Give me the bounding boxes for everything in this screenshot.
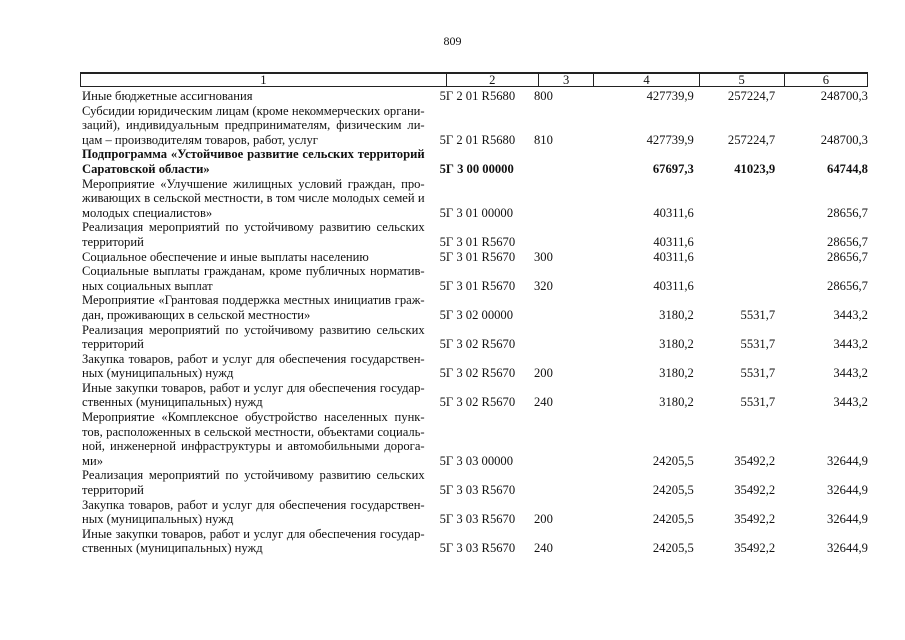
row-value-col4: 24205,5	[652, 512, 694, 527]
row-code: 5Г 3 01 00000	[439, 205, 514, 220]
description-line: ной, инженерной инфраструктуры и автомобильными дорога-	[82, 439, 425, 454]
table-row	[82, 89, 868, 104]
description-line: Закупка товаров, работ и услуг для обеспечения государствен-	[82, 351, 425, 366]
row-code: 5Г 3 02 R5670	[439, 337, 516, 352]
row-description	[82, 104, 425, 148]
table-header	[80, 72, 868, 87]
header-col-2: 2	[446, 74, 538, 86]
header-col-5: 5	[699, 74, 784, 86]
row-code: 5Г 3 03 R5670	[439, 512, 516, 527]
description-line: заций), индивидуальным предпринимателям, физическим ли-	[82, 118, 425, 133]
table-row	[82, 410, 868, 468]
row-value-col5: 5531,7	[740, 395, 776, 410]
table-row	[82, 250, 868, 265]
description-line: Закупка товаров, работ и услуг для обеспечения государствен-	[82, 497, 425, 512]
row-value-col5: 35492,2	[734, 453, 776, 468]
row-value-col6: 3443,2	[833, 395, 868, 410]
table-row	[82, 264, 868, 293]
row-expense-type: 810	[533, 132, 553, 147]
row-value-col4: 67697,3	[652, 161, 694, 176]
row-description	[82, 352, 425, 381]
row-description	[82, 323, 425, 352]
row-description	[82, 498, 425, 527]
description-line: Подпрограмма «Устойчивое развитие сельских территорий	[82, 147, 425, 162]
row-value-col6: 28656,7	[827, 278, 868, 293]
row-value-col4: 427739,9	[646, 89, 694, 103]
header-col-6: 6	[784, 74, 867, 86]
table-body	[82, 89, 868, 556]
description-line: Реализация мероприятий по устойчивому развитию сельских	[82, 322, 425, 337]
row-value-col4: 3180,2	[659, 395, 694, 410]
row-value-col6: 32644,9	[827, 541, 868, 556]
row-value-col6: 3443,2	[833, 307, 868, 322]
row-value-col4: 427739,9	[646, 132, 694, 147]
row-description	[82, 381, 425, 410]
row-value-col4: 24205,5	[652, 453, 694, 468]
row-expense-type: 240	[533, 395, 553, 410]
row-value-col4: 40311,6	[653, 278, 694, 293]
row-value-col4: 40311,6	[653, 249, 694, 264]
row-code: 5Г 2 01 R5680	[439, 89, 516, 103]
row-code: 5Г 3 03 00000	[439, 453, 514, 468]
header-col-1: 1	[260, 73, 267, 87]
description-line: живающих в сельской местности, в том числе молодых семей и	[82, 191, 425, 206]
table-row	[82, 220, 868, 249]
row-description	[82, 220, 425, 249]
row-description	[82, 89, 425, 104]
description-line: Мероприятие «Улучшение жилищных условий граждан, про-	[82, 176, 425, 191]
description-line: Мероприятие «Комплексное обустройство населенных пунк-	[82, 410, 425, 425]
table-row	[82, 381, 868, 410]
row-value-col5: 35492,2	[734, 541, 776, 556]
description-line: дан, проживающих в сельской местности»	[82, 307, 311, 322]
description-line: территорий	[82, 483, 144, 498]
row-value-col4: 40311,6	[653, 234, 694, 249]
row-expense-type: 320	[533, 278, 553, 293]
row-code: 5Г 3 01 R5670	[439, 234, 516, 249]
row-value-col5: 5531,7	[740, 366, 776, 381]
description-line: ственных (муниципальных) нужд	[82, 395, 263, 410]
row-description	[82, 250, 425, 265]
row-code: 5Г 3 02 R5670	[439, 366, 516, 381]
row-value-col4: 3180,2	[659, 337, 694, 352]
row-expense-type: 200	[533, 512, 553, 527]
row-description	[82, 293, 425, 322]
row-value-col6: 32644,9	[827, 453, 868, 468]
row-description	[82, 410, 425, 468]
description-line: Реализация мероприятий по устойчивому развитию сельских	[82, 468, 425, 483]
row-value-col6: 28656,7	[827, 234, 868, 249]
row-value-col5: 35492,2	[734, 483, 776, 498]
description-line: тов, расположенных в сельской местности, объектами социаль-	[82, 424, 425, 439]
row-value-col6: 3443,2	[833, 366, 868, 381]
row-value-col5: 257224,7	[727, 132, 776, 147]
description-line: цам – производителям товаров, работ, услуг	[82, 132, 318, 147]
description-line: ных (муниципальных) нужд	[82, 512, 234, 527]
row-value-col4: 24205,5	[652, 483, 694, 498]
description-line: Реализация мероприятий по устойчивому развитию сельских	[82, 220, 425, 235]
row-expense-type: 240	[533, 541, 553, 556]
description-line: Субсидии юридическим лицам (кроме некоммерческих органи-	[82, 103, 425, 118]
description-line: Саратовской области»	[82, 161, 210, 176]
description-line: ми»	[82, 453, 104, 468]
row-code: 5Г 2 01 R5680	[439, 132, 516, 147]
row-value-col5: 5531,7	[740, 337, 776, 352]
row-value-col6: 64744,8	[827, 161, 868, 176]
row-code: 5Г 3 01 R5670	[439, 249, 516, 264]
description-line: молодых специалистов»	[82, 205, 213, 220]
row-expense-type: 200	[533, 366, 553, 381]
description-line: Иные бюджетные ассигнования	[82, 89, 253, 103]
description-line: ных социальных выплат	[82, 278, 213, 293]
row-value-col5: 5531,7	[740, 307, 776, 322]
header-col-3: 3	[538, 74, 594, 86]
row-value-col4: 3180,2	[659, 307, 694, 322]
row-expense-type: 300	[533, 249, 553, 264]
row-code: 5Г 3 03 R5670	[439, 541, 516, 556]
table-row	[82, 104, 868, 148]
description-line: ственных (муниципальных) нужд	[82, 541, 263, 556]
row-value-col5: 35492,2	[734, 512, 776, 527]
row-code: 5Г 3 01 R5670	[439, 278, 516, 293]
row-value-col4: 24205,5	[652, 541, 694, 556]
row-code: 5Г 3 02 R5670	[439, 395, 516, 410]
row-description	[82, 147, 425, 176]
row-value-col5: 41023,9	[734, 161, 776, 176]
row-value-col5: 257224,7	[727, 89, 776, 103]
table-row	[82, 293, 868, 322]
description-line: Социальное обеспечение и иные выплаты населению	[82, 249, 369, 264]
row-value-col6: 248700,3	[820, 89, 868, 103]
table-row	[82, 177, 868, 221]
row-description	[82, 468, 425, 497]
table-row	[82, 468, 868, 497]
description-line: ных (муниципальных) нужд	[82, 366, 234, 381]
header-col-4: 4	[593, 74, 698, 86]
row-description	[82, 177, 425, 221]
description-line: территорий	[82, 337, 144, 352]
description-line: Иные закупки товаров, работ и услуг для обеспечения государ-	[82, 526, 425, 541]
row-description	[82, 527, 425, 556]
row-value-col4: 40311,6	[653, 205, 694, 220]
row-value-col6: 28656,7	[827, 205, 868, 220]
description-line: территорий	[82, 234, 144, 249]
table-row	[82, 352, 868, 381]
row-code: 5Г 3 03 R5670	[439, 483, 516, 498]
row-value-col6: 32644,9	[827, 483, 868, 498]
page-number: 809	[443, 34, 462, 48]
row-value-col6: 3443,2	[833, 337, 868, 352]
table-row	[82, 323, 868, 352]
description-line: Социальные выплаты гражданам, кроме публичных норматив-	[82, 264, 425, 279]
row-code: 5Г 3 00 00000	[439, 161, 514, 176]
table-row	[82, 498, 868, 527]
row-expense-type: 800	[533, 89, 553, 103]
row-code: 5Г 3 02 00000	[439, 307, 514, 322]
row-value-col6: 248700,3	[820, 132, 868, 147]
description-line: Мероприятие «Грантовая поддержка местных инициатив граж-	[82, 293, 425, 308]
description-line: Иные закупки товаров, работ и услуг для обеспечения государ-	[82, 380, 425, 395]
table-row	[82, 527, 868, 556]
row-value-col6: 32644,9	[827, 512, 868, 527]
table-row	[82, 147, 868, 176]
row-value-col6: 28656,7	[827, 249, 868, 264]
row-description	[82, 264, 425, 293]
row-value-col4: 3180,2	[659, 366, 694, 381]
